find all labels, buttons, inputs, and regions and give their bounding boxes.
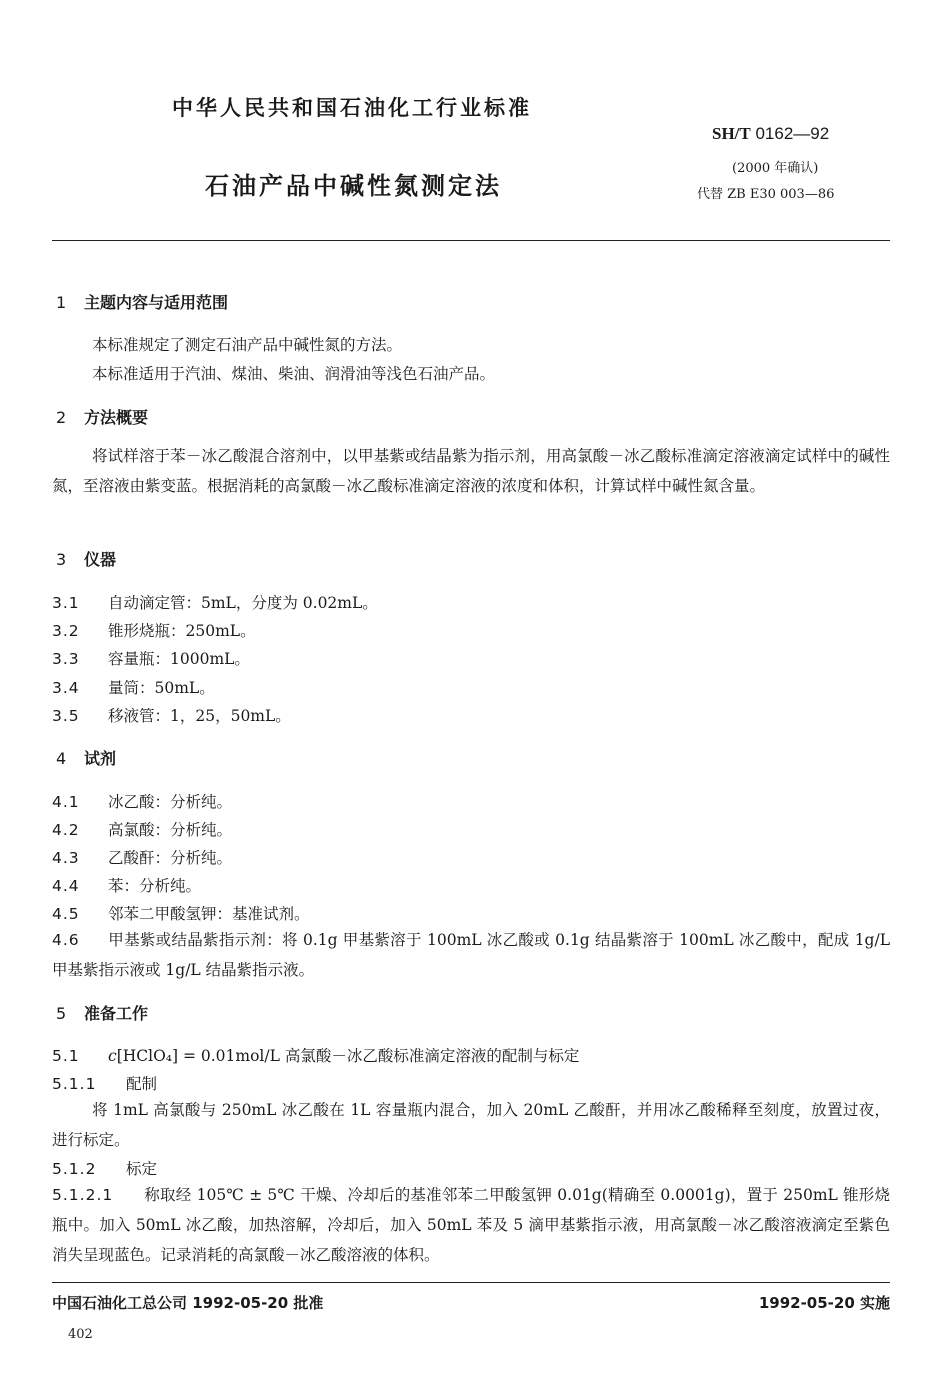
list-item [52, 619, 256, 641]
item-number: 4.2 [52, 821, 80, 839]
item-text: 锥形烧瓶：250mL。 [108, 622, 256, 640]
list-item [52, 818, 232, 840]
section-4-heading [56, 746, 116, 769]
item-number: 3.3 [52, 650, 80, 668]
list-item [52, 902, 310, 924]
item-number: 3.2 [52, 622, 80, 640]
item-number: 4.3 [52, 849, 80, 867]
section-title: 方法概要 [84, 408, 149, 427]
section-number: 2 [56, 408, 67, 427]
list-item [52, 874, 201, 896]
section-title: 主题内容与适用范围 [84, 293, 229, 312]
section-number: 1 [56, 293, 67, 312]
item-text: 苯：分析纯。 [108, 877, 202, 895]
item-number: 5.1.2.1 [52, 1186, 114, 1204]
section-1-paragraph-2: 本标准适用于汽油、煤油、柴油、润滑油等浅色石油产品。 [92, 365, 496, 383]
confirm-year: (2000 年确认) [732, 161, 819, 176]
item-text: 邻苯二甲酸氢钾：基准试剂。 [108, 905, 310, 923]
section-2-paragraph: 将试样溶于苯－冰乙酸混合溶剂中，以甲基紫或结晶紫为指示剂，用高氯酸－冰乙酸标准滴定溶液滴定试样中的碱性氮，至溶液由紫变蓝。根据消耗的高氯酸－冰乙酸标准滴定溶液的浓度和体积，计算试样中碱性氮含量。 [52, 447, 890, 495]
item-number: 5.1.2 [52, 1160, 97, 1178]
list-item [52, 676, 215, 698]
item-number: 4.1 [52, 793, 80, 811]
item-number: 4.6 [52, 931, 80, 949]
list-item [52, 704, 291, 726]
section-title: 试剂 [84, 749, 117, 768]
section-title: 准备工作 [84, 1004, 149, 1023]
standard-prefix: SH/T [712, 124, 751, 143]
subsection-5-1-2-1 [52, 1180, 890, 1270]
item-number: 3.1 [52, 594, 80, 612]
replaces-standard: 代替 ZB E30 003—86 [697, 187, 835, 202]
document-title: 石油产品中碱性氮测定法 [205, 172, 502, 200]
concentration-symbol: c [108, 1047, 117, 1065]
item-text: 容量瓶：1000mL。 [108, 650, 250, 668]
footer-divider [52, 1282, 890, 1283]
section-number: 5 [56, 1004, 67, 1023]
item-text: [HClO₄] = 0.01mol/L 高氯酸－冰乙酸标准滴定溶液的配制与标定 [116, 1047, 580, 1065]
industry-standard-title: 中华人民共和国石油化工行业标准 [172, 96, 532, 120]
list-item [52, 790, 232, 812]
item-text: 冰乙酸：分析纯。 [108, 793, 233, 811]
item-text: 甲基紫或结晶紫指示剂：将 0.1g 甲基紫溶于 100mL 冰乙酸或 0.1g 结晶紫溶于 100mL 冰乙酸中，配成 1g/L 甲基紫指示液或 1g/L 结晶紫指示液。 [52, 931, 890, 979]
item-text: 配制 [126, 1075, 158, 1093]
subsection-5-1-1 [52, 1072, 157, 1094]
issuer: 中国石油化工总公司 1992-05-20 批准 [52, 1294, 324, 1312]
section-number: 3 [56, 550, 67, 569]
list-item [52, 846, 232, 868]
standard-code: 0162—92 [750, 124, 830, 143]
section-1-paragraph-1: 本标准规定了测定石油产品中碱性氮的方法。 [92, 336, 403, 354]
item-number: 5.1.1 [52, 1075, 97, 1093]
item-number: 4.4 [52, 877, 80, 895]
page-number: 402 [68, 1327, 93, 1342]
list-item [52, 591, 378, 613]
section-5-heading [56, 1001, 148, 1024]
item-text: 自动滴定管：5mL，分度为 0.02mL。 [108, 594, 378, 612]
section-3-heading [56, 547, 116, 570]
item-text: 乙酸酐：分析纯。 [108, 849, 233, 867]
list-item [52, 647, 250, 669]
item-number: 3.5 [52, 707, 80, 725]
item-text: 高氯酸：分析纯。 [108, 821, 233, 839]
item-text: 称取经 105℃ ± 5℃ 干燥、冷却后的基准邻苯二甲酸氢钾 0.01g(精确至 0.0001g)，置于 250mL 锥形烧瓶中。加入 50mL 冰乙酸，加热溶解，冷却后，加入 50mL 苯及 5 滴甲基紫指示液，用高氯酸－冰乙酸溶液滴定至紫色消失呈现蓝色。记录消耗的高氯酸－冰乙酸溶液的体积。 [52, 1186, 890, 1264]
header-divider [52, 240, 890, 241]
item-text: 量筒：50mL。 [108, 679, 215, 697]
item-text: 标定 [126, 1160, 158, 1178]
item-number: 5.1 [52, 1047, 80, 1065]
section-2-heading [56, 405, 148, 428]
subsection-5-1 [52, 1044, 579, 1066]
item-number: 3.4 [52, 679, 80, 697]
subsection-5-1-2 [52, 1157, 157, 1179]
list-item-4-6 [52, 925, 890, 985]
effective-date: 1992-05-20 实施 [758, 1294, 890, 1312]
section-1-heading [56, 290, 228, 313]
section-title: 仪器 [84, 550, 117, 569]
subsection-5-1-1-paragraph: 将 1mL 高氯酸与 250mL 冰乙酸在 1L 容量瓶内混合，加入 20mL 乙酸酐，并用冰乙酸稀释至刻度，放置过夜，进行标定。 [52, 1101, 890, 1149]
item-number: 4.5 [52, 905, 80, 923]
item-text: 移液管：1，25，50mL。 [108, 707, 291, 725]
section-number: 4 [56, 749, 67, 768]
standard-number [712, 124, 829, 144]
